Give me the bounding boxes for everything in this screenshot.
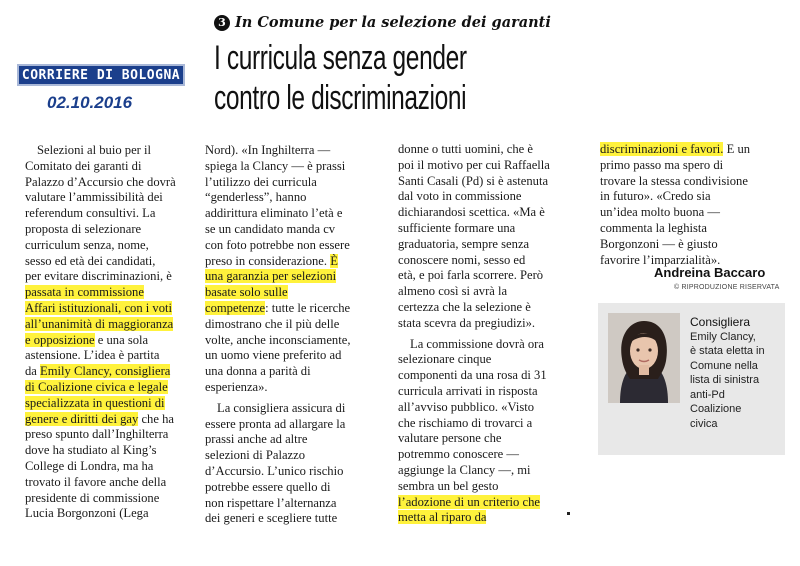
highlighted-text: discriminazioni e favori. — [600, 142, 724, 156]
highlighted-text: basate solo sulle — [205, 285, 288, 300]
text-line: College di Londra, ma ha — [25, 458, 154, 473]
highlighted-text: di Coalizione civica e legale — [25, 379, 168, 394]
text-line: età, e poi farla scorrere. Però — [398, 268, 544, 283]
text-line: Palazzo d’Accursio che dovrà — [25, 174, 176, 189]
text-line: dei generi e scegliere tutte — [205, 511, 338, 526]
kicker — [214, 14, 551, 31]
text-line: Selezioni al buio per il — [37, 143, 152, 157]
highlighted-text: passata in commissione — [25, 285, 144, 300]
text-line: certezza che la selezione è — [398, 299, 531, 314]
text-line: con foto potrebbe non essere — [205, 237, 350, 252]
text-line: “genderless”, hanno — [205, 190, 307, 205]
text-fragment: da — [25, 364, 41, 379]
text-line: Nord). «In Inghilterra — — [205, 143, 331, 157]
profile-line: Comune nella — [690, 359, 758, 372]
text-line: dove ha studiato al King’s — [25, 443, 157, 458]
print-mark — [567, 512, 570, 515]
text-fragment: che ha — [138, 411, 174, 426]
text-fragment: E un — [723, 142, 751, 156]
profile-line: Emily Clancy, — [690, 330, 756, 343]
text-line: conoscere nomi, sesso ed — [398, 252, 526, 267]
profile-line: è stata eletta in — [690, 345, 765, 357]
highlighted-text: Emily Clancy, consigliera — [40, 364, 171, 379]
text-line: valutare persone che — [398, 431, 502, 446]
masthead-logo: CORRIERE DI BOLOGNA — [17, 64, 185, 86]
text-line: trovare la stessa condivisione — [600, 173, 748, 188]
text-fragment: : tutte le ricerche — [265, 300, 351, 315]
text-line: Borgonzoni — è giusto — [600, 236, 718, 251]
text-line: prassi anche ad altre — [205, 432, 308, 447]
highlighted-text: competenze — [205, 300, 266, 315]
article-column-2 — [205, 143, 383, 527]
highlighted-text: una garanzia per selezioni — [205, 269, 337, 284]
text-line: addirittura eliminato l’età e — [205, 206, 343, 221]
text-line: graduatoria, sempre senza — [398, 236, 530, 251]
text-line: in futuro». «Credo sia — [600, 189, 711, 204]
text-line: donne o tutti uomini, che è — [398, 142, 534, 156]
text-line: una donna a parità di — [205, 364, 311, 379]
highlighted-text: l’adozione di un criterio che — [398, 494, 540, 509]
text-line: potrebbe essere quello di — [205, 479, 331, 494]
text-line: stata scevra da pregiudizi». — [398, 315, 536, 330]
text-line: sufficiente formare una — [398, 220, 516, 235]
text-line: referendum consultivi. La — [25, 206, 156, 221]
kicker-text: In Comune per la selezione dei garanti — [235, 14, 551, 31]
text-line: d’Accursio. L’unico rischio — [205, 463, 344, 478]
text-line: almeno così si avrà la — [398, 284, 508, 299]
text-line: un’idea molto buona — — [600, 205, 720, 220]
text-line: Santi Casali (Pd) si è astenuta — [398, 173, 549, 188]
profile-line: Coalizione — [690, 403, 742, 415]
text-line: dichiarandosi scettica. «Ma è — [398, 205, 545, 220]
text-line: astensione. L’idea è partita — [25, 348, 160, 363]
text-line: dimostrano che il più delle — [205, 316, 340, 331]
section-number-badge: 3 — [214, 15, 230, 31]
text-line: essere pronta ad allargare la — [205, 416, 346, 431]
text-line: Lucia Borgonzoni (Lega — [25, 506, 149, 521]
text-line: che rischiamo di trovarci a — [398, 415, 533, 430]
text-line: La consigliera assicura di — [217, 400, 346, 415]
clipping-date: 02.10.2016 — [47, 93, 133, 112]
text-line: all’avviso pubblico. «Visto — [398, 399, 535, 414]
text-line: aggiunge la Clancy —, mi — [398, 462, 531, 477]
text-line: componenti da una rosa di 31 — [398, 368, 547, 383]
headline-line-1: I curricula senza gender — [214, 39, 467, 77]
text-line: potremmo conoscere — — [398, 447, 519, 462]
text-line: l’utilizzo dei curricula — [205, 174, 317, 189]
text-fragment: e una sola — [94, 332, 149, 347]
article-column-1 — [25, 143, 191, 522]
highlighted-text: genere e diritti dei gay — [25, 411, 139, 426]
profile-box — [598, 303, 785, 455]
text-line: trovato il favore anche della — [25, 474, 167, 489]
profile-line: lista di sinistra — [690, 374, 760, 386]
text-line: selezioni di Palazzo — [205, 448, 306, 463]
text-line: curricula arrivati in risposta — [398, 383, 538, 398]
text-line: Comitato dei garanti di — [25, 158, 142, 173]
text-line: selezionare cinque — [398, 352, 492, 367]
text-line: se un candidato manda cv — [205, 221, 336, 236]
copyright-notice: © RIPRODUZIONE RISERVATA — [674, 284, 780, 291]
text-line: per evitare discriminazioni, è — [25, 269, 172, 284]
headline — [214, 38, 488, 118]
highlighted-text: specializzata in questioni di — [25, 395, 165, 410]
text-line: primo passo ma spero di — [600, 157, 724, 172]
text-fragment: preso in considerazione. — [205, 253, 331, 268]
profile-line: anti-Pd — [690, 388, 725, 401]
profile-title: Consigliera — [690, 315, 751, 329]
text-line: curriculum senza, nome, — [25, 237, 149, 252]
highlighted-text: Affari istituzionali, con i voti — [25, 300, 173, 315]
text-line: sesso ed età dei candidati, — [25, 253, 156, 268]
profile-line: civica — [690, 417, 718, 430]
text-line: presidente di commissione — [25, 490, 160, 505]
portrait-illustration — [608, 313, 680, 403]
text-line: dal voto in commissione — [398, 189, 522, 204]
article-column-3 — [398, 142, 590, 526]
text-line: preso spunto dall’Inghilterra — [25, 427, 169, 442]
text-line: poi il motivo per cui Raffaella — [398, 157, 550, 172]
text-line: commenta la leghista — [600, 220, 708, 235]
author-byline: Andreina Baccaro — [654, 265, 766, 280]
text-line: proposta di selezionare — [25, 221, 142, 236]
text-line: valutare l’ammissibilità dei — [25, 190, 163, 205]
highlighted-text: all’unanimità di maggioranza — [25, 316, 174, 331]
text-line: sembra un bel gesto — [398, 478, 499, 493]
text-line: favorire l’imparzialità». — [600, 252, 721, 267]
article-column-4 — [600, 142, 780, 268]
highlighted-text: e opposizione — [25, 332, 95, 347]
profile-caption — [690, 315, 782, 431]
highlighted-text: È — [330, 253, 338, 268]
highlighted-text: metta al riparo da — [398, 510, 487, 525]
text-line: spiega la Clancy — è prassi — [205, 158, 346, 173]
text-line: un uomo viene preferito ad — [205, 348, 342, 363]
headline-line-2: contro le discriminazioni — [214, 79, 467, 117]
text-line: La commissione dovrà ora — [410, 336, 544, 351]
text-line: volte, anche inconsciamente, — [205, 332, 351, 347]
portrait-photo — [608, 313, 680, 403]
text-line: non rispettare l’alternanza — [205, 495, 337, 510]
text-line: esperienza». — [205, 379, 268, 394]
